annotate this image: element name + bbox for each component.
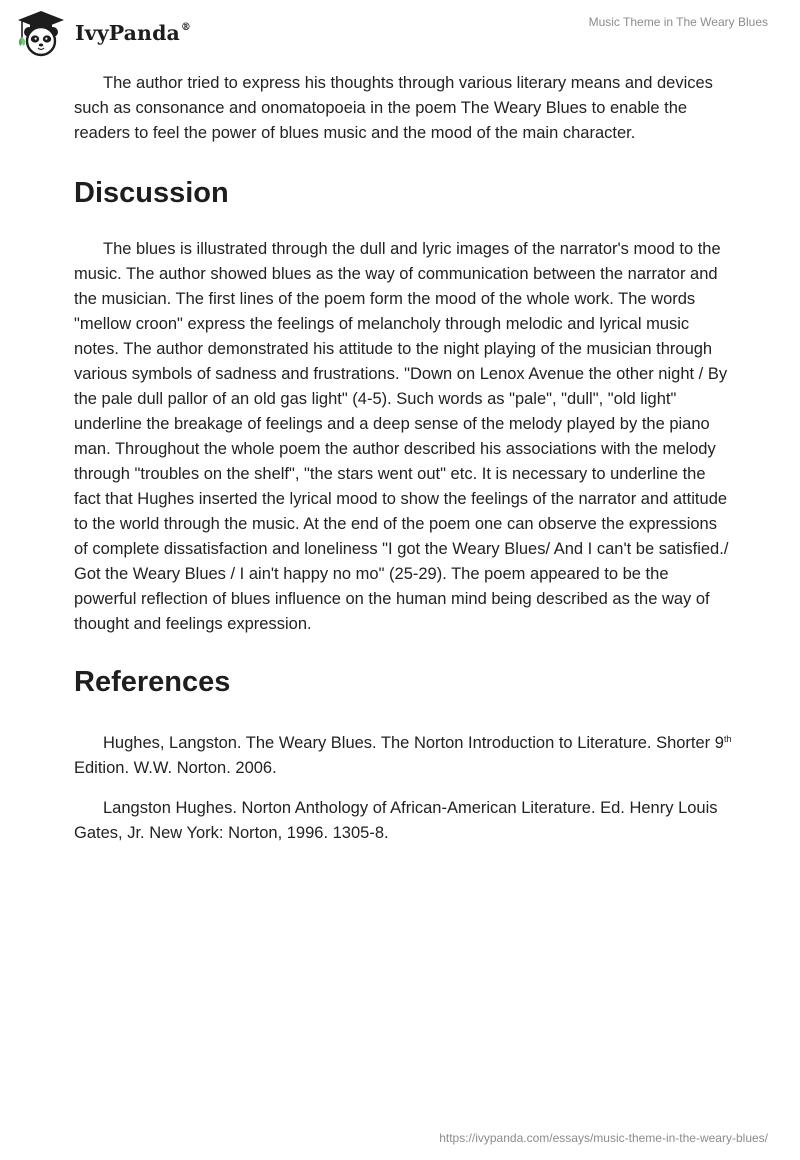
intro-paragraph: The author tried to express his thoughts through various literary means and devices such as consonance and onomatopoeia in the poem The Weary Blues to enable the readers to feel the power of blues music and the mood of the main character. (74, 74, 713, 142)
running-title: Music Theme in The Weary Blues (588, 15, 768, 29)
page-url[interactable]: https://ivypanda.com/essays/music-theme-in-the-weary-blues/ (439, 1131, 768, 1145)
essay-content (74, 71, 734, 846)
reference-item: Langston Hughes. Norton Anthology of African-American Literature. Ed. Henry Louis Gates, Jr. New York: Norton, 1996. 1305-8. (74, 799, 718, 842)
ivypanda-logo[interactable] (14, 8, 191, 58)
logo-text: IvyPanda® (75, 21, 191, 45)
page-header (0, 0, 800, 64)
discussion-heading: Discussion (74, 177, 229, 209)
panda-graduate-icon (14, 8, 68, 58)
discussion-paragraph: The blues is illustrated through the dull and lyric images of the narrator's mood to the music. The author showed blues as the way of communication between the narrator and the musician. The first lines of the poem form the mood of the whole work. The words "mellow croon" express the feelings of melancholy through melodic and lyrical music notes. The author demonstrated his attitude to the night playing of the musician through various symbols of sadness and frustrations. "Down on Lenox Avenue the other night / By the pale dull pallor of an old gas light" (4-5). Such words as "pale", "dull", "old light" underline the breakage of feelings and a deep sense of the melody played by the piano man. Throughout the whole poem the author described his associations with the melody through "troubles on the shelf", "the stars went out" etc. It is necessary to underline the fact that Hughes inserted the lyrical mood to show the feelings of the narrator and attitude to the world through the music. At the end of the poem one can observe the expressions of complete dissatisfaction and loneliness "I got the Weary Blues/ And I can't be satisfied./ Got the Weary Blues / I ain't happy no mo" (25-29). The poem appeared to be the powerful reflection of blues influence on the human mind being described as the way of thought and feelings expression. (74, 240, 729, 633)
reference-item: Hughes, Langston. The Weary Blues. The Norton Introduction to Literature. Shorter 9th Edition. W.W. Norton. 2006. (74, 734, 732, 777)
references-heading: References (74, 666, 231, 698)
